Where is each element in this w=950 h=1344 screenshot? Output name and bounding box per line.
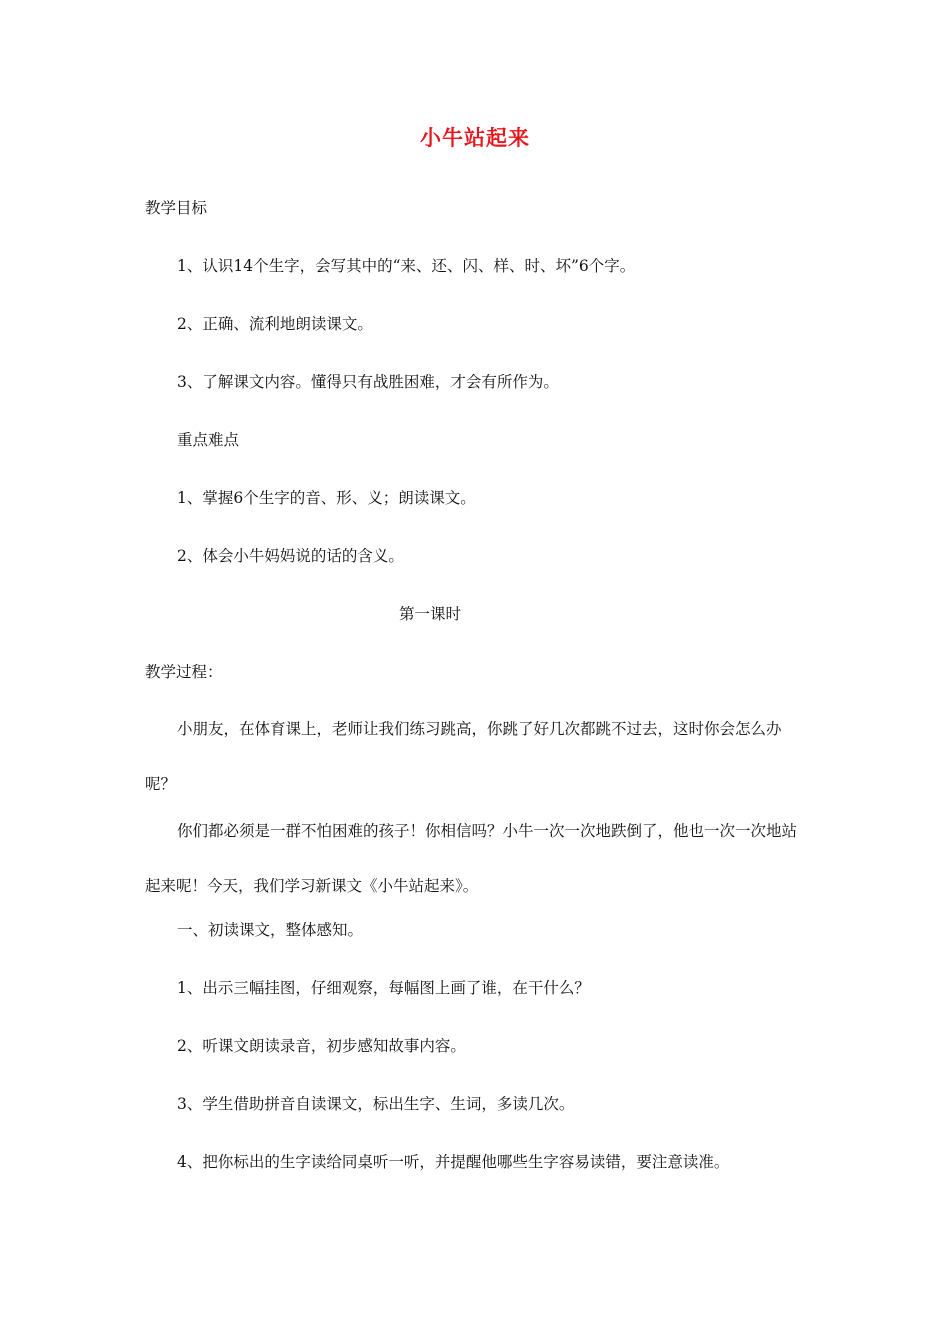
intro-paragraph: 你们都必须是一群不怕困难的孩子！你相信吗？小牛一次一次地跌倒了，他也一次一次地站起来呢！今天，我们学习新课文《小牛站起来》。 bbox=[145, 822, 798, 895]
key-point-item: 2、体会小牛妈妈说的话的含义。 bbox=[177, 547, 404, 565]
intro-paragraph: 小朋友，在体育课上，老师让我们练习跳高，你跳了好几次都跳不过去，这时你会怎么办呢？ bbox=[145, 720, 782, 793]
objective-item: 2、正确、流利地朗读课文。 bbox=[177, 315, 373, 333]
key-point-item: 1、掌握6个生字的音、形、义；朗读课文。 bbox=[177, 489, 476, 507]
step-item: 4、把你标出的生字读给同桌听一听，并提醒他哪些生字容易读错，要注意读准。 bbox=[177, 1153, 730, 1171]
process-heading: 教学过程： bbox=[145, 663, 223, 681]
lesson-heading: 第一课时 bbox=[398, 605, 461, 623]
step-item: 2、听课文朗读录音，初步感知故事内容。 bbox=[177, 1037, 466, 1055]
objective-item: 3、了解课文内容。懂得只有战胜困难，才会有所作为。 bbox=[177, 373, 559, 391]
section-heading: 一、初读课文，整体感知。 bbox=[177, 921, 364, 939]
key-points-heading: 重点难点 bbox=[177, 431, 240, 449]
step-item: 3、学生借助拼音自读课文，标出生字、生词，多读几次。 bbox=[177, 1095, 575, 1113]
document-title: 小牛站起来 bbox=[420, 126, 530, 150]
objective-item: 1、认识14个生字，会写其中的“来、还、闪、样、时、坏”6个字。 bbox=[177, 257, 636, 275]
step-item: 1、出示三幅挂图，仔细观察，每幅图上画了谁，在干什么？ bbox=[177, 979, 590, 997]
objectives-heading: 教学目标 bbox=[145, 199, 208, 217]
